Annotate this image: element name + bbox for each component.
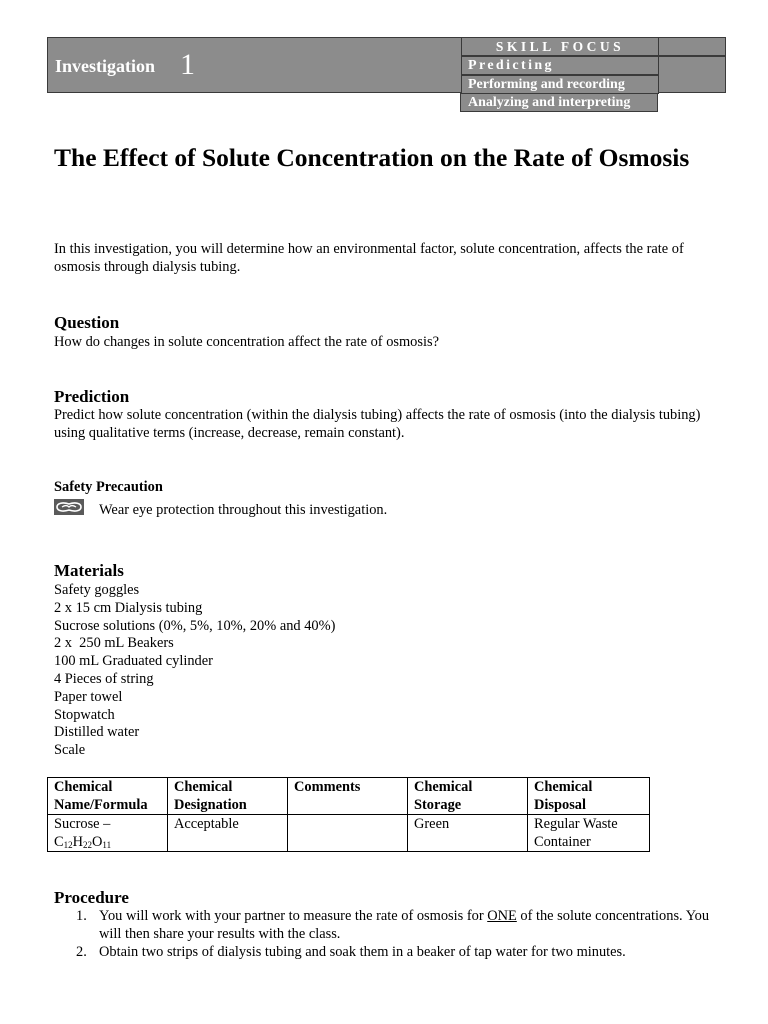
list-item: 100 mL Graduated cylinder [54, 653, 213, 670]
investigation-label: Investigation [55, 56, 156, 76]
step-number: 2. [76, 944, 87, 960]
procedure-list [54, 907, 724, 961]
chemical-storage-cell: Green [408, 815, 528, 852]
materials-heading: Materials [54, 561, 124, 580]
table-header-row [48, 778, 650, 815]
list-item: Scale [54, 742, 86, 759]
materials-list [54, 581, 335, 759]
procedure-heading: Procedure [54, 888, 129, 907]
list-item: Distilled water [54, 724, 140, 741]
investigation-number: 1 [180, 48, 195, 81]
skill-predicting: Predicting [461, 56, 659, 75]
list-item: Paper towel [54, 688, 123, 705]
step-number: 1. [76, 908, 87, 924]
intro-paragraph: In this investigation, you will determine how an environmental factor, solute concentration, affects the rate of osmosis through dialysis tubing. [54, 241, 684, 275]
table-row [48, 815, 650, 852]
table-header: Comments [288, 778, 408, 815]
chemical-disposal-cell: Regular Waste Container [528, 815, 650, 852]
table-header: Chemical Designation [168, 778, 288, 815]
chemical-comments-cell [288, 815, 408, 852]
procedure-step: 2. Obtain two strips of dialysis tubing and soak them in a beaker of tap water for two minutes. [76, 944, 626, 960]
procedure-step: 1. You will work with your partner to measure the rate of osmosis for ONE of the solute concentrations. You will then share your results with the class. [76, 908, 710, 942]
skill-focus-title: SKILL FOCUS [461, 37, 659, 56]
prediction-text: Predict how solute concentration (within the dialysis tubing) affects the rate of osmosis (into the dialysis tubing) using qualitative terms (increase, decrease, remain constant). [54, 407, 701, 441]
skill-focus-side-cell [658, 37, 726, 56]
list-item: 2 x 250 mL Beakers [54, 635, 174, 652]
skill-analyzing: Analyzing and interpreting [460, 93, 658, 112]
chemical-name-cell [48, 815, 168, 852]
table-header: Chemical Disposal [528, 778, 650, 815]
page-title: The Effect of Solute Concentration on the Rate of Osmosis [54, 143, 690, 172]
skill-side-cell [658, 56, 726, 93]
list-item: Sucrose solutions (0%, 5%, 10%, 20% and 40%) [54, 617, 336, 634]
chemical-table [47, 777, 650, 852]
question-text: How do changes in solute concentration affect the rate of osmosis? [54, 334, 439, 350]
prediction-heading: Prediction [54, 387, 130, 406]
table-header: Chemical Storage [408, 778, 528, 815]
safety-heading: Safety Precaution [54, 479, 163, 495]
chemical-formula: $C_{12}H_{22}O_{11}$ [54, 834, 112, 850]
emphasis-text: ONE [487, 908, 517, 924]
list-item: Safety goggles [54, 582, 140, 598]
skill-performing: Performing and recording [461, 75, 659, 94]
list-item: 2 x 15 cm Dialysis tubing [54, 599, 203, 616]
safety-text: Wear eye protection throughout this investigation. [99, 502, 388, 518]
chemical-designation-cell: Acceptable [168, 815, 288, 852]
list-item: Stopwatch [54, 706, 115, 723]
question-heading: Question [54, 313, 120, 332]
table-header: Chemical Name/Formula [48, 778, 168, 815]
list-item: 4 Pieces of string [54, 670, 154, 687]
goggles-icon [54, 499, 84, 515]
chemical-name: Sucrose – [54, 816, 111, 832]
